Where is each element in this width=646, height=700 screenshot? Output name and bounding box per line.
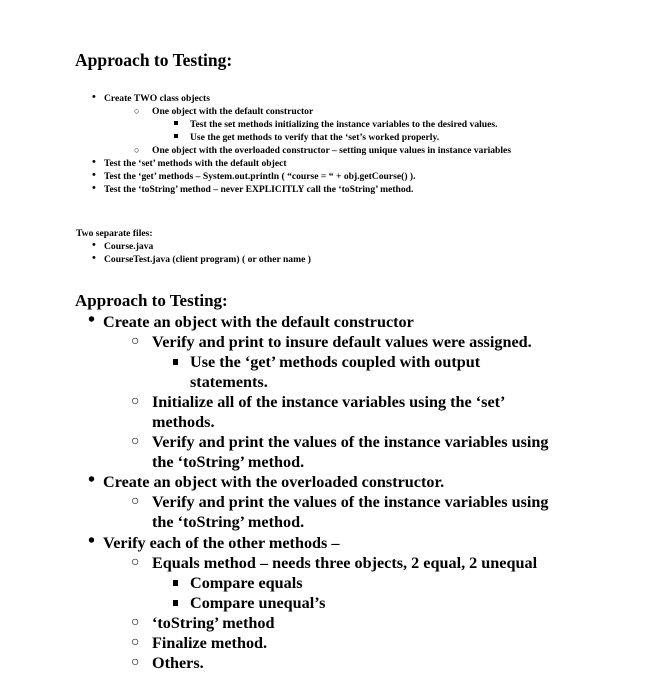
- section1-list: [0, 92, 646, 196]
- bullet-disc-icon: •: [88, 529, 96, 552]
- list-item: [0, 352, 646, 372]
- bullet-circle-icon: ○: [131, 634, 140, 650]
- bullet-disc-icon: •: [88, 469, 96, 492]
- list-item: [0, 573, 646, 593]
- list-item: [0, 170, 646, 183]
- list-item: [0, 653, 646, 673]
- bullet-circle-icon: ○: [131, 614, 140, 630]
- list-item: [0, 118, 646, 131]
- list-item-text: One object with the overloaded constructor – setting unique values in instance variables: [152, 145, 512, 156]
- list-item: [0, 131, 646, 144]
- bullet-disc-icon: •: [92, 252, 96, 264]
- list-item: [0, 92, 646, 105]
- list-item-continuation: the ‘toString’ method.: [152, 513, 305, 532]
- bullet-square-icon: [173, 359, 178, 365]
- bullet-disc-icon: •: [92, 91, 96, 103]
- list-item-continuation: the ‘toString’ method.: [152, 453, 305, 472]
- list-item: [0, 332, 646, 352]
- list-item-text: ‘toString’ method: [152, 613, 275, 632]
- list-item-text: Others.: [152, 653, 204, 672]
- list-item-text: Test the ‘set’ methods with the default object: [104, 158, 287, 169]
- list-item: [0, 529, 646, 553]
- list-item-text: Verify each of the other methods –: [103, 533, 340, 552]
- bullet-circle-icon: ○: [131, 394, 140, 410]
- list-item-text: Use the get methods to verify that the ‘set’s worked properly.: [190, 132, 440, 143]
- list-item-text: Finalize method.: [152, 633, 268, 652]
- list-item-continuation: statements.: [190, 373, 268, 392]
- list-item: [0, 633, 646, 653]
- list-item: [0, 492, 646, 512]
- list-item-continuation: methods.: [152, 413, 215, 432]
- files-section: [0, 227, 646, 266]
- list-item: [0, 183, 646, 196]
- section3-list: [0, 309, 646, 673]
- bullet-circle-icon: ○: [134, 106, 140, 116]
- list-item: [0, 144, 646, 157]
- list-item: [0, 253, 646, 266]
- bullet-disc-icon: •: [92, 169, 96, 181]
- bullet-square-icon: [173, 580, 178, 586]
- bullet-circle-icon: ○: [131, 494, 140, 510]
- list-item: [0, 593, 646, 613]
- list-item-text: Create an object with the overloaded constructor.: [103, 473, 445, 492]
- list-item-text: Initialize all of the instance variables using the ‘set’: [152, 393, 506, 412]
- list-item: [0, 309, 646, 332]
- list-item-text: Use the ‘get’ methods coupled with output: [190, 353, 481, 372]
- list-item: [0, 432, 646, 452]
- list-item-text: Create an object with the default constructor: [103, 313, 414, 331]
- bullet-disc-icon: •: [92, 239, 96, 251]
- bullet-disc-icon: •: [92, 182, 96, 194]
- list-item-text: Compare equals: [190, 573, 303, 592]
- section3-heading: Approach to Testing:: [75, 291, 228, 310]
- bullet-disc-icon: •: [88, 309, 96, 331]
- list-item-text: CourseTest.java (client program) ( or other name ): [104, 254, 311, 265]
- list-item-text: Verify and print the values of the instance variables using: [152, 493, 549, 512]
- bullet-disc-icon: •: [92, 156, 96, 168]
- bullet-circle-icon: ○: [131, 554, 140, 570]
- list-item: [0, 105, 646, 118]
- list-item: [0, 240, 646, 253]
- files-title: Two separate files:: [76, 228, 153, 239]
- list-item-text: Test the set methods initializing the instance variables to the desired values.: [190, 119, 498, 130]
- section1-heading: Approach to Testing:: [75, 50, 233, 70]
- list-item: [0, 469, 646, 492]
- bullet-circle-icon: ○: [134, 145, 140, 155]
- list-item-text: Verify and print the values of the instance variables using: [152, 433, 549, 452]
- bullet-circle-icon: ○: [131, 334, 140, 350]
- list-item-text: Course.java: [104, 241, 154, 252]
- list-item: [0, 553, 646, 573]
- list-item-text: Create TWO class objects: [104, 93, 210, 104]
- list-item-text: Verify and print to insure default values were assigned.: [152, 333, 532, 352]
- bullet-square-icon: [173, 600, 178, 606]
- bullet-square-icon: [174, 121, 178, 125]
- bullet-square-icon: [174, 134, 178, 138]
- list-item-text: One object with the default constructor: [152, 106, 314, 117]
- list-item-text: Compare unequal’s: [190, 593, 326, 612]
- list-item-text: Test the ‘toString’ method – never EXPLICITLY call the ‘toString’ method.: [104, 184, 414, 195]
- list-item-text: Test the ‘get’ methods – System.out.println ( “course = “ + obj.getCourse() ).: [104, 171, 416, 182]
- bullet-circle-icon: ○: [131, 654, 140, 670]
- list-item: [0, 157, 646, 170]
- bullet-circle-icon: ○: [131, 434, 140, 450]
- list-item-text: Equals method – needs three objects, 2 equal, 2 unequal: [152, 553, 538, 572]
- list-item: [0, 613, 646, 633]
- list-item: [0, 392, 646, 412]
